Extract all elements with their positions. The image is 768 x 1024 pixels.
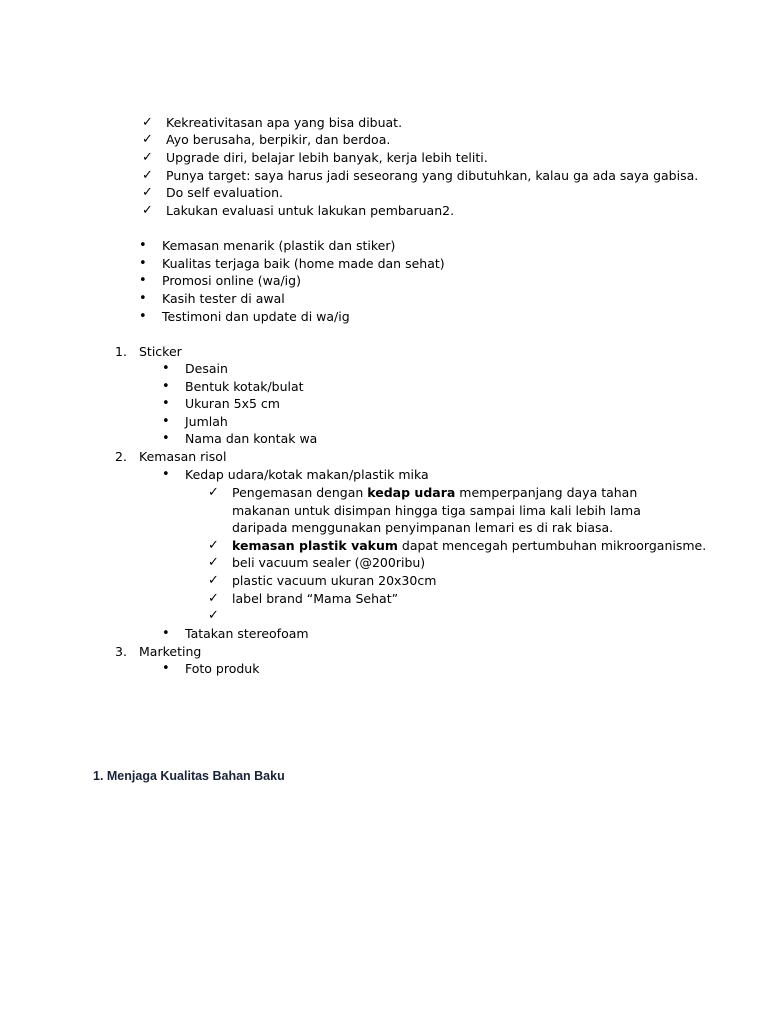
sub-bullet-item [162, 625, 309, 643]
bullet-icon: • [139, 291, 147, 306]
list-number: 3. [115, 644, 127, 659]
check-icon: ✓ [208, 591, 219, 606]
bullet-icon: • [162, 431, 170, 446]
bullet-item [139, 290, 285, 308]
checklist-text: Do self evaluation. [166, 185, 284, 200]
bullet-text: Promosi online (wa/ig) [162, 273, 301, 288]
sub-bullet-item [162, 466, 429, 484]
checklist-text: label brand “Mama Sehat” [232, 591, 399, 606]
checklist-text: Lakukan evaluasi untuk lakukan pembaruan2. [166, 203, 455, 218]
bullet-icon: • [139, 256, 147, 271]
checklist-item [142, 131, 390, 149]
check-icon: ✓ [208, 573, 219, 588]
sub-bullet-item [162, 413, 228, 431]
bullet-text: Kasih tester di awal [162, 291, 285, 306]
sub-checklist-item [208, 484, 662, 537]
list-number: 1. [115, 344, 127, 359]
bullet-text: Nama dan kontak wa [185, 431, 318, 446]
bullet-icon: • [162, 626, 170, 641]
bullet-text: Kualitas terjaga baik (home made dan sehat) [162, 256, 445, 271]
bullet-icon: • [162, 379, 170, 394]
bullet-icon: • [162, 396, 170, 411]
bullet-text: Testimoni dan update di wa/ig [162, 309, 350, 324]
sub-checklist-item [208, 537, 706, 555]
numbered-item [115, 448, 226, 466]
bullet-text: Ukuran 5x5 cm [185, 396, 280, 411]
checklist-item [142, 114, 402, 132]
numbered-item [115, 343, 182, 361]
bullet-icon: • [162, 661, 170, 676]
check-icon: ✓ [142, 185, 153, 200]
checklist-text: Upgrade diri, belajar lebih banyak, kerja lebih teliti. [166, 150, 488, 165]
bullet-icon: • [139, 309, 147, 324]
bullet-item [139, 255, 445, 273]
sub-checklist-item [208, 572, 436, 590]
checklist-item [142, 167, 698, 185]
checklist-item [142, 202, 454, 220]
bullet-icon: • [162, 414, 170, 429]
checklist-item [142, 149, 488, 167]
numbered-label: Kemasan risol [139, 449, 227, 464]
check-icon: ✓ [208, 555, 219, 570]
sub-bullet-item [162, 378, 304, 396]
bullet-icon: • [139, 238, 147, 253]
sub-bullet-item [162, 395, 280, 413]
bullet-text: Kemasan menarik (plastik dan stiker) [162, 238, 396, 253]
bullet-icon: • [162, 361, 170, 376]
checklist-text: Kekreativitasan apa yang bisa dibuat. [166, 115, 403, 130]
check-icon: ✓ [142, 203, 153, 218]
checklist-text: kemasan plastik vakum dapat mencegah pertumbuhan mikroorganisme. [232, 538, 707, 553]
checklist-text: beli vacuum sealer (@200ribu) [232, 555, 426, 570]
sub-bullet-item [162, 430, 317, 448]
check-icon: ✓ [208, 485, 219, 500]
checklist-text: Pengemasan dengan kedap udara memperpanjang daya tahan makanan untuk disimpan hingga tiga sampai lima kali lebih lama daripada menggunakan penyimpanan lemari es di rak biasa. [232, 485, 641, 535]
check-icon: ✓ [208, 608, 219, 623]
checklist-text: Punya target: saya harus jadi seseorang yang dibutuhkan, kalau ga ada saya gabisa. [166, 168, 699, 183]
bullet-item [139, 308, 350, 326]
sub-checklist-item [208, 607, 232, 625]
check-icon: ✓ [142, 168, 153, 183]
check-icon: ✓ [142, 132, 153, 147]
checklist-text: plastic vacuum ukuran 20x30cm [232, 573, 437, 588]
bold-term: kedap udara [367, 485, 456, 500]
section-heading: 1. Menjaga Kualitas Bahan Baku [93, 769, 285, 783]
checklist-item [142, 184, 283, 202]
sub-bullet-item [162, 360, 228, 378]
bullet-text: Kedap udara/kotak makan/plastik mika [185, 467, 429, 482]
bullet-text: Foto produk [185, 661, 260, 676]
list-number: 2. [115, 449, 127, 464]
check-icon: ✓ [142, 150, 153, 165]
check-icon: ✓ [142, 115, 153, 130]
bullet-text: Tatakan stereofoam [185, 626, 309, 641]
numbered-item [115, 643, 201, 661]
bold-term: kemasan plastik vakum [232, 538, 398, 553]
bullet-text: Desain [185, 361, 228, 376]
numbered-label: Marketing [139, 644, 202, 659]
sub-bullet-item [162, 660, 259, 678]
bullet-icon: • [139, 273, 147, 288]
check-icon: ✓ [208, 538, 219, 553]
bullet-icon: • [162, 467, 170, 482]
checklist-text: Ayo berusaha, berpikir, dan berdoa. [166, 132, 391, 147]
numbered-label: Sticker [139, 344, 182, 359]
sub-checklist-item [208, 590, 398, 608]
sub-checklist-item [208, 554, 425, 572]
bullet-item [139, 272, 301, 290]
bullet-text: Bentuk kotak/bulat [185, 379, 304, 394]
bullet-item [139, 237, 395, 255]
bullet-text: Jumlah [185, 414, 228, 429]
